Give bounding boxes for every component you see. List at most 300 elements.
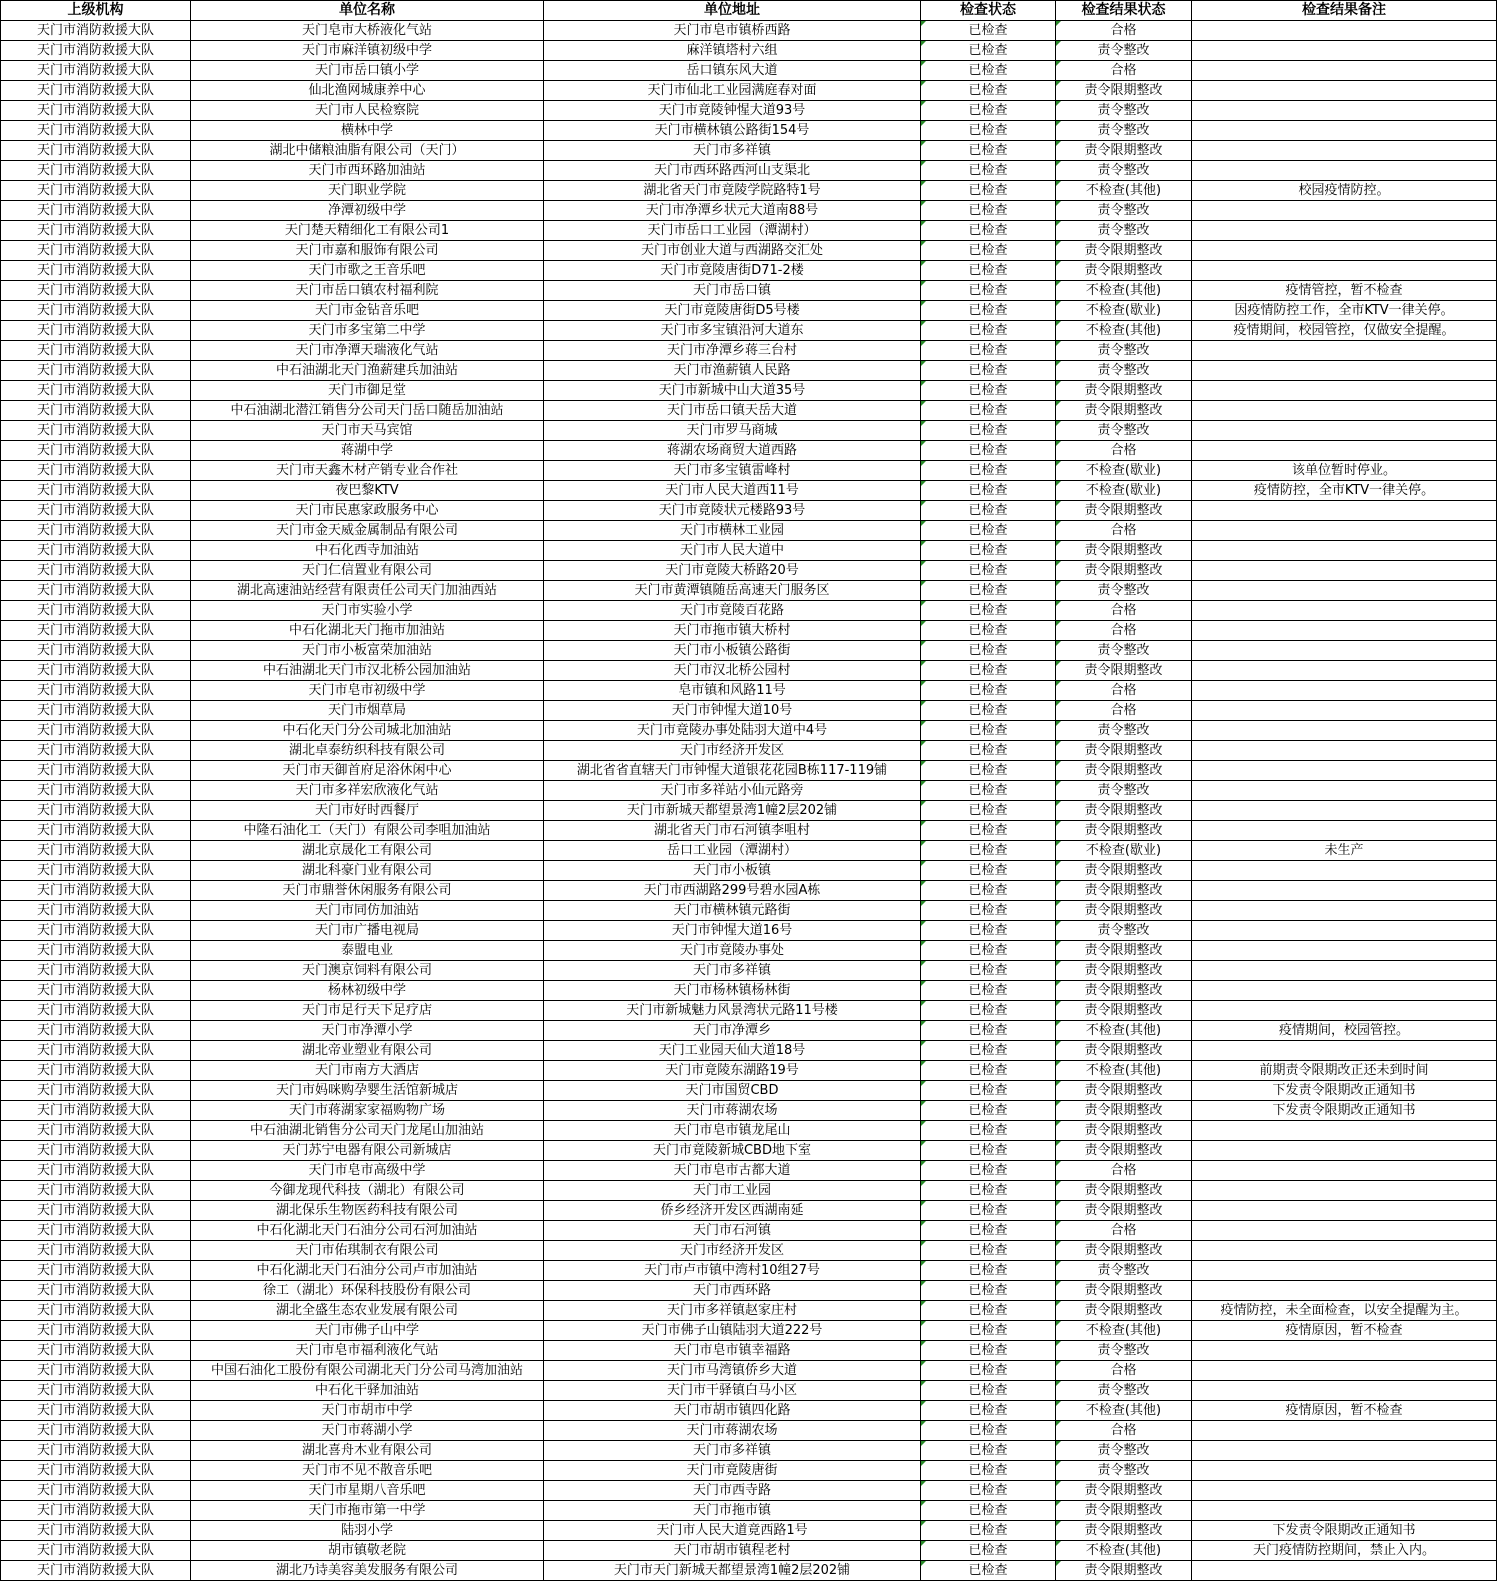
cell-unit-name: 天门市不见不散音乐吧 bbox=[191, 1461, 544, 1481]
cell-parent-org: 天门市消防救援大队 bbox=[1, 1301, 191, 1321]
cell-parent-org: 天门市消防救援大队 bbox=[1, 981, 191, 1001]
cell-result-remark bbox=[1192, 401, 1497, 421]
cell-parent-org: 天门市消防救援大队 bbox=[1, 1341, 191, 1361]
cell-result-remark bbox=[1192, 961, 1497, 981]
table-row bbox=[1, 521, 1497, 541]
cell-result-remark bbox=[1192, 241, 1497, 261]
cell-result-status: 合格 bbox=[1056, 441, 1192, 461]
cell-result-status: 责令限期整改 bbox=[1056, 401, 1192, 421]
cell-result-status: 责令限期整改 bbox=[1056, 941, 1192, 961]
cell-unit-address: 天门市拖市镇大桥村 bbox=[544, 621, 921, 641]
table-row bbox=[1, 721, 1497, 741]
cell-check-status: 已检查 bbox=[921, 1501, 1056, 1521]
cell-unit-name: 天门市蒋湖小学 bbox=[191, 1421, 544, 1441]
cell-parent-org: 天门市消防救援大队 bbox=[1, 961, 191, 981]
header-result-remark: 检查结果备注 bbox=[1192, 1, 1497, 21]
cell-unit-name: 湖北中储粮油脂有限公司（天门） bbox=[191, 141, 544, 161]
cell-result-remark bbox=[1192, 581, 1497, 601]
table-row bbox=[1, 161, 1497, 181]
cell-unit-address: 天门市净潭乡 bbox=[544, 1021, 921, 1041]
table-row bbox=[1, 321, 1497, 341]
cell-unit-address: 天门市胡市镇程老村 bbox=[544, 1541, 921, 1561]
cell-unit-name: 天门市民惠家政服务中心 bbox=[191, 501, 544, 521]
cell-result-status: 责令限期整改 bbox=[1056, 1241, 1192, 1261]
cell-result-status: 责令整改 bbox=[1056, 161, 1192, 181]
cell-parent-org: 天门市消防救援大队 bbox=[1, 1101, 191, 1121]
cell-result-remark bbox=[1192, 101, 1497, 121]
cell-parent-org: 天门市消防救援大队 bbox=[1, 1181, 191, 1201]
table-row bbox=[1, 421, 1497, 441]
cell-result-remark: 校园疫情防控。 bbox=[1192, 181, 1497, 201]
table-row bbox=[1, 1301, 1497, 1321]
cell-unit-name: 天门市佛子山中学 bbox=[191, 1321, 544, 1341]
cell-unit-name: 天门市鼎誉休闲服务有限公司 bbox=[191, 881, 544, 901]
cell-unit-address: 天门市多祥镇 bbox=[544, 141, 921, 161]
cell-unit-address: 天门市人民大道西11号 bbox=[544, 481, 921, 501]
cell-check-status: 已检查 bbox=[921, 861, 1056, 881]
cell-unit-name: 天门市西环路加油站 bbox=[191, 161, 544, 181]
cell-result-status: 责令限期整改 bbox=[1056, 1001, 1192, 1021]
cell-result-status: 责令限期整改 bbox=[1056, 821, 1192, 841]
table-row bbox=[1, 641, 1497, 661]
cell-result-status: 责令限期整改 bbox=[1056, 761, 1192, 781]
cell-check-status: 已检查 bbox=[921, 1441, 1056, 1461]
cell-unit-name: 天门市广播电视局 bbox=[191, 921, 544, 941]
cell-parent-org: 天门市消防救援大队 bbox=[1, 661, 191, 681]
table-row bbox=[1, 861, 1497, 881]
table-row bbox=[1, 101, 1497, 121]
cell-parent-org: 天门市消防救援大队 bbox=[1, 761, 191, 781]
cell-result-remark bbox=[1192, 341, 1497, 361]
cell-parent-org: 天门市消防救援大队 bbox=[1, 741, 191, 761]
cell-parent-org: 天门市消防救援大队 bbox=[1, 1381, 191, 1401]
cell-result-remark bbox=[1192, 121, 1497, 141]
cell-result-remark bbox=[1192, 1141, 1497, 1161]
cell-check-status: 已检查 bbox=[921, 661, 1056, 681]
cell-unit-address: 岳口镇东风大道 bbox=[544, 61, 921, 81]
cell-result-status: 合格 bbox=[1056, 21, 1192, 41]
cell-parent-org: 天门市消防救援大队 bbox=[1, 341, 191, 361]
cell-parent-org: 天门市消防救援大队 bbox=[1, 1481, 191, 1501]
cell-check-status: 已检查 bbox=[921, 1281, 1056, 1301]
cell-result-status: 责令整改 bbox=[1056, 921, 1192, 941]
cell-unit-name: 泰盟电业 bbox=[191, 941, 544, 961]
cell-check-status: 已检查 bbox=[921, 461, 1056, 481]
cell-unit-name: 天门市实验小学 bbox=[191, 601, 544, 621]
cell-unit-name: 天门市胡市中学 bbox=[191, 1401, 544, 1421]
table-row bbox=[1, 1481, 1497, 1501]
cell-result-remark bbox=[1192, 1221, 1497, 1241]
cell-parent-org: 天门市消防救援大队 bbox=[1, 1201, 191, 1221]
cell-parent-org: 天门市消防救援大队 bbox=[1, 841, 191, 861]
cell-result-status: 责令限期整改 bbox=[1056, 1201, 1192, 1221]
cell-check-status: 已检查 bbox=[921, 1341, 1056, 1361]
table-row bbox=[1, 741, 1497, 761]
cell-parent-org: 天门市消防救援大队 bbox=[1, 521, 191, 541]
cell-check-status: 已检查 bbox=[921, 521, 1056, 541]
cell-unit-address: 天门市竟陵百花路 bbox=[544, 601, 921, 621]
cell-unit-name: 天门市嘉和服饰有限公司 bbox=[191, 241, 544, 261]
cell-unit-address: 天门市竟陵唐街D71-2楼 bbox=[544, 261, 921, 281]
cell-unit-address: 天门市佛子山镇陆羽大道222号 bbox=[544, 1321, 921, 1341]
table-row bbox=[1, 21, 1497, 41]
cell-result-status: 责令整改 bbox=[1056, 1461, 1192, 1481]
cell-result-status: 责令整改 bbox=[1056, 641, 1192, 661]
cell-parent-org: 天门市消防救援大队 bbox=[1, 821, 191, 841]
cell-result-remark bbox=[1192, 381, 1497, 401]
cell-unit-address: 天门市蒋湖农场 bbox=[544, 1101, 921, 1121]
cell-parent-org: 天门市消防救援大队 bbox=[1, 1461, 191, 1481]
cell-check-status: 已检查 bbox=[921, 1221, 1056, 1241]
cell-result-status: 不检查(其他) bbox=[1056, 1401, 1192, 1421]
cell-parent-org: 天门市消防救援大队 bbox=[1, 21, 191, 41]
cell-result-remark bbox=[1192, 701, 1497, 721]
cell-result-status: 责令整改 bbox=[1056, 201, 1192, 221]
cell-unit-address: 天门市皂市镇幸福路 bbox=[544, 1341, 921, 1361]
cell-result-remark bbox=[1192, 1241, 1497, 1261]
cell-result-remark bbox=[1192, 261, 1497, 281]
cell-check-status: 已检查 bbox=[921, 1021, 1056, 1041]
table-row bbox=[1, 1241, 1497, 1261]
cell-result-status: 责令限期整改 bbox=[1056, 1101, 1192, 1121]
cell-check-status: 已检查 bbox=[921, 1121, 1056, 1141]
cell-result-remark bbox=[1192, 1161, 1497, 1181]
cell-check-status: 已检查 bbox=[921, 1421, 1056, 1441]
cell-result-remark: 疫情防控，全市KTV一律关停。 bbox=[1192, 481, 1497, 501]
cell-check-status: 已检查 bbox=[921, 1481, 1056, 1501]
cell-unit-name: 湖北高速油站经营有限责任公司天门加油西站 bbox=[191, 581, 544, 601]
cell-result-remark bbox=[1192, 81, 1497, 101]
cell-result-status: 合格 bbox=[1056, 1221, 1192, 1241]
cell-result-remark bbox=[1192, 781, 1497, 801]
table-row bbox=[1, 781, 1497, 801]
cell-unit-address: 天门市小板镇 bbox=[544, 861, 921, 881]
table-row bbox=[1, 1381, 1497, 1401]
cell-result-status: 责令限期整改 bbox=[1056, 1521, 1192, 1541]
table-row bbox=[1, 1041, 1497, 1061]
cell-result-status: 责令限期整改 bbox=[1056, 241, 1192, 261]
cell-check-status: 已检查 bbox=[921, 1301, 1056, 1321]
table-row bbox=[1, 401, 1497, 421]
cell-parent-org: 天门市消防救援大队 bbox=[1, 1121, 191, 1141]
cell-result-status: 责令限期整改 bbox=[1056, 1281, 1192, 1301]
table-row bbox=[1, 301, 1497, 321]
cell-result-remark bbox=[1192, 221, 1497, 241]
cell-parent-org: 天门市消防救援大队 bbox=[1, 1561, 191, 1581]
cell-result-status: 责令整改 bbox=[1056, 221, 1192, 241]
cell-check-status: 已检查 bbox=[921, 1261, 1056, 1281]
cell-check-status: 已检查 bbox=[921, 1381, 1056, 1401]
cell-parent-org: 天门市消防救援大队 bbox=[1, 1281, 191, 1301]
cell-result-status: 责令限期整改 bbox=[1056, 141, 1192, 161]
cell-check-status: 已检查 bbox=[921, 201, 1056, 221]
cell-unit-name: 天门苏宁电器有限公司新城店 bbox=[191, 1141, 544, 1161]
table-row bbox=[1, 441, 1497, 461]
cell-result-status: 责令限期整改 bbox=[1056, 561, 1192, 581]
cell-check-status: 已检查 bbox=[921, 921, 1056, 941]
cell-unit-name: 天门职业学院 bbox=[191, 181, 544, 201]
table-row bbox=[1, 841, 1497, 861]
cell-unit-name: 中石油湖北销售分公司天门龙尾山加油站 bbox=[191, 1121, 544, 1141]
cell-parent-org: 天门市消防救援大队 bbox=[1, 201, 191, 221]
cell-unit-address: 天门市黄潭镇随岳高速天门服务区 bbox=[544, 581, 921, 601]
table-row bbox=[1, 281, 1497, 301]
cell-unit-address: 天门市石河镇 bbox=[544, 1221, 921, 1241]
cell-result-status: 责令整改 bbox=[1056, 341, 1192, 361]
table-row bbox=[1, 981, 1497, 1001]
cell-unit-address: 天门市净潭乡蒋三台村 bbox=[544, 341, 921, 361]
cell-result-remark bbox=[1192, 1181, 1497, 1201]
cell-check-status: 已检查 bbox=[921, 901, 1056, 921]
table-row bbox=[1, 901, 1497, 921]
cell-check-status: 已检查 bbox=[921, 581, 1056, 601]
cell-parent-org: 天门市消防救援大队 bbox=[1, 1081, 191, 1101]
table-row bbox=[1, 1201, 1497, 1221]
cell-result-status: 不检查(其他) bbox=[1056, 1061, 1192, 1081]
cell-unit-address: 天门市岳口镇 bbox=[544, 281, 921, 301]
table-row bbox=[1, 221, 1497, 241]
cell-check-status: 已检查 bbox=[921, 1081, 1056, 1101]
cell-unit-name: 徐工（湖北）环保科技股份有限公司 bbox=[191, 1281, 544, 1301]
cell-unit-address: 天门市多宝镇沿河大道东 bbox=[544, 321, 921, 341]
cell-result-remark bbox=[1192, 921, 1497, 941]
cell-result-remark bbox=[1192, 561, 1497, 581]
cell-check-status: 已检查 bbox=[921, 1321, 1056, 1341]
cell-unit-name: 天门市同仿加油站 bbox=[191, 901, 544, 921]
cell-check-status: 已检查 bbox=[921, 101, 1056, 121]
cell-result-remark: 天门疫情防控期间，禁止入内。 bbox=[1192, 1541, 1497, 1561]
cell-parent-org: 天门市消防救援大队 bbox=[1, 161, 191, 181]
cell-unit-address: 天门市皂市古都大道 bbox=[544, 1161, 921, 1181]
cell-parent-org: 天门市消防救援大队 bbox=[1, 1041, 191, 1061]
table-row bbox=[1, 1221, 1497, 1241]
cell-parent-org: 天门市消防救援大队 bbox=[1, 41, 191, 61]
cell-unit-address: 天门市卢市镇中湾村10组27号 bbox=[544, 1261, 921, 1281]
table-row bbox=[1, 1421, 1497, 1441]
cell-unit-address: 岳口工业园（潭湖村） bbox=[544, 841, 921, 861]
cell-unit-name: 天门市星期八音乐吧 bbox=[191, 1481, 544, 1501]
table-row bbox=[1, 1261, 1497, 1281]
cell-check-status: 已检查 bbox=[921, 601, 1056, 621]
cell-result-remark bbox=[1192, 1501, 1497, 1521]
cell-result-status: 责令整改 bbox=[1056, 361, 1192, 381]
cell-unit-name: 天门市皂市初级中学 bbox=[191, 681, 544, 701]
cell-result-status: 责令整改 bbox=[1056, 121, 1192, 141]
cell-unit-address: 天门市干驿镇白马小区 bbox=[544, 1381, 921, 1401]
cell-parent-org: 天门市消防救援大队 bbox=[1, 1321, 191, 1341]
cell-unit-name: 中国石油化工股份有限公司湖北天门分公司马湾加油站 bbox=[191, 1361, 544, 1381]
cell-result-status: 责令限期整改 bbox=[1056, 381, 1192, 401]
cell-parent-org: 天门市消防救援大队 bbox=[1, 261, 191, 281]
cell-result-remark bbox=[1192, 1121, 1497, 1141]
cell-check-status: 已检查 bbox=[921, 281, 1056, 301]
table-row bbox=[1, 961, 1497, 981]
table-row bbox=[1, 681, 1497, 701]
table-row bbox=[1, 261, 1497, 281]
cell-check-status: 已检查 bbox=[921, 641, 1056, 661]
cell-parent-org: 天门市消防救援大队 bbox=[1, 1241, 191, 1261]
cell-parent-org: 天门市消防救援大队 bbox=[1, 781, 191, 801]
cell-unit-name: 天门市岳口镇小学 bbox=[191, 61, 544, 81]
cell-check-status: 已检查 bbox=[921, 701, 1056, 721]
cell-unit-address: 天门市竟陵办事处陆羽大道中4号 bbox=[544, 721, 921, 741]
cell-result-status: 责令限期整改 bbox=[1056, 541, 1192, 561]
cell-check-status: 已检查 bbox=[921, 421, 1056, 441]
cell-result-status: 责令限期整改 bbox=[1056, 1041, 1192, 1061]
cell-parent-org: 天门市消防救援大队 bbox=[1, 1221, 191, 1241]
cell-parent-org: 天门市消防救援大队 bbox=[1, 701, 191, 721]
cell-check-status: 已检查 bbox=[921, 1361, 1056, 1381]
cell-unit-name: 蒋湖中学 bbox=[191, 441, 544, 461]
cell-unit-address: 天门市竟陵办事处 bbox=[544, 941, 921, 961]
cell-unit-name: 湖北保乐生物医药科技有限公司 bbox=[191, 1201, 544, 1221]
cell-result-remark: 因疫情防控工作，全市KTV一律关停。 bbox=[1192, 301, 1497, 321]
cell-unit-name: 天门市南方大酒店 bbox=[191, 1061, 544, 1081]
cell-result-status: 责令整改 bbox=[1056, 421, 1192, 441]
table-row bbox=[1, 341, 1497, 361]
cell-unit-name: 今御龙现代科技（湖北）有限公司 bbox=[191, 1181, 544, 1201]
cell-result-status: 合格 bbox=[1056, 701, 1192, 721]
cell-unit-address: 天门市横林镇公路街154号 bbox=[544, 121, 921, 141]
cell-check-status: 已检查 bbox=[921, 161, 1056, 181]
cell-unit-name: 天门市金钻音乐吧 bbox=[191, 301, 544, 321]
cell-result-status: 责令限期整改 bbox=[1056, 1501, 1192, 1521]
cell-unit-address: 天门市多祥镇 bbox=[544, 1441, 921, 1461]
table-row bbox=[1, 1341, 1497, 1361]
cell-parent-org: 天门市消防救援大队 bbox=[1, 461, 191, 481]
cell-result-remark bbox=[1192, 1421, 1497, 1441]
cell-check-status: 已检查 bbox=[921, 1401, 1056, 1421]
cell-unit-address: 天门市罗马商城 bbox=[544, 421, 921, 441]
cell-unit-name: 湖北京晟化工有限公司 bbox=[191, 841, 544, 861]
cell-unit-name: 湖北喜舟木业有限公司 bbox=[191, 1441, 544, 1461]
cell-parent-org: 天门市消防救援大队 bbox=[1, 241, 191, 261]
cell-check-status: 已检查 bbox=[921, 1461, 1056, 1481]
header-result-status: 检查结果状态 bbox=[1056, 1, 1192, 21]
cell-unit-name: 净潭初级中学 bbox=[191, 201, 544, 221]
cell-unit-address: 天门市新城中山大道35号 bbox=[544, 381, 921, 401]
cell-result-remark bbox=[1192, 21, 1497, 41]
cell-unit-address: 天门市净潭乡状元大道南88号 bbox=[544, 201, 921, 221]
cell-check-status: 已检查 bbox=[921, 821, 1056, 841]
cell-parent-org: 天门市消防救援大队 bbox=[1, 1061, 191, 1081]
cell-result-status: 责令限期整改 bbox=[1056, 861, 1192, 881]
cell-result-remark bbox=[1192, 1381, 1497, 1401]
cell-unit-name: 中石油湖北天门市汉北桥公园加油站 bbox=[191, 661, 544, 681]
cell-result-remark bbox=[1192, 801, 1497, 821]
table-row bbox=[1, 461, 1497, 481]
cell-unit-name: 天门市足行天下足疗店 bbox=[191, 1001, 544, 1021]
cell-parent-org: 天门市消防救援大队 bbox=[1, 401, 191, 421]
cell-parent-org: 天门市消防救援大队 bbox=[1, 361, 191, 381]
cell-unit-address: 湖北省天门市石河镇李咀村 bbox=[544, 821, 921, 841]
cell-result-status: 责令限期整改 bbox=[1056, 741, 1192, 761]
cell-unit-name: 中隆石油化工（天门）有限公司李咀加油站 bbox=[191, 821, 544, 841]
cell-check-status: 已检查 bbox=[921, 61, 1056, 81]
table-row bbox=[1, 81, 1497, 101]
cell-parent-org: 天门市消防救援大队 bbox=[1, 901, 191, 921]
cell-unit-address: 天门市西寺路 bbox=[544, 1481, 921, 1501]
table-row bbox=[1, 41, 1497, 61]
cell-result-remark: 下发责令限期改正通知书 bbox=[1192, 1101, 1497, 1121]
cell-result-remark: 疫情期间，校园管控，仅做安全提醒。 bbox=[1192, 321, 1497, 341]
cell-unit-address: 天门工业园天仙大道18号 bbox=[544, 1041, 921, 1061]
table-body bbox=[1, 21, 1497, 1581]
table-row bbox=[1, 381, 1497, 401]
cell-parent-org: 天门市消防救援大队 bbox=[1, 561, 191, 581]
cell-unit-name: 胡市镇敬老院 bbox=[191, 1541, 544, 1561]
cell-unit-name: 天门市多祥宏欣液化气站 bbox=[191, 781, 544, 801]
cell-unit-name: 天门市麻洋镇初级中学 bbox=[191, 41, 544, 61]
cell-result-remark bbox=[1192, 521, 1497, 541]
cell-result-status: 责令限期整改 bbox=[1056, 661, 1192, 681]
cell-parent-org: 天门市消防救援大队 bbox=[1, 1021, 191, 1041]
cell-result-status: 责令整改 bbox=[1056, 101, 1192, 121]
table-row bbox=[1, 201, 1497, 221]
header-row bbox=[1, 1, 1497, 21]
cell-parent-org: 天门市消防救援大队 bbox=[1, 1361, 191, 1381]
cell-parent-org: 天门市消防救援大队 bbox=[1, 601, 191, 621]
cell-parent-org: 天门市消防救援大队 bbox=[1, 1141, 191, 1161]
cell-unit-name: 湖北乃诗美容美发服务有限公司 bbox=[191, 1561, 544, 1581]
cell-unit-name: 中石油湖北潜江销售分公司天门岳口随岳加油站 bbox=[191, 401, 544, 421]
cell-unit-name: 杨林初级中学 bbox=[191, 981, 544, 1001]
cell-result-status: 责令整改 bbox=[1056, 41, 1192, 61]
cell-unit-name: 天门市御足堂 bbox=[191, 381, 544, 401]
cell-result-remark bbox=[1192, 1041, 1497, 1061]
cell-unit-address: 天门市经济开发区 bbox=[544, 1241, 921, 1261]
table-row bbox=[1, 1061, 1497, 1081]
table-row bbox=[1, 1161, 1497, 1181]
table-row bbox=[1, 881, 1497, 901]
cell-parent-org: 天门市消防救援大队 bbox=[1, 1421, 191, 1441]
cell-result-status: 责令限期整改 bbox=[1056, 1081, 1192, 1101]
cell-unit-address: 天门市岳口工业园（潭湖村） bbox=[544, 221, 921, 241]
cell-check-status: 已检查 bbox=[921, 341, 1056, 361]
cell-result-remark: 下发责令限期改正通知书 bbox=[1192, 1521, 1497, 1541]
cell-unit-name: 仙北渔网城康养中心 bbox=[191, 81, 544, 101]
cell-result-remark bbox=[1192, 161, 1497, 181]
cell-result-status: 责令限期整改 bbox=[1056, 1301, 1192, 1321]
cell-unit-address: 天门市多祥镇赵家庄村 bbox=[544, 1301, 921, 1321]
cell-result-remark bbox=[1192, 941, 1497, 961]
cell-unit-address: 天门市竟陵新城CBD地下室 bbox=[544, 1141, 921, 1161]
cell-parent-org: 天门市消防救援大队 bbox=[1, 321, 191, 341]
cell-unit-name: 天门市岳口镇农村福利院 bbox=[191, 281, 544, 301]
cell-check-status: 已检查 bbox=[921, 441, 1056, 461]
cell-parent-org: 天门市消防救援大队 bbox=[1, 541, 191, 561]
cell-result-remark bbox=[1192, 861, 1497, 881]
cell-parent-org: 天门市消防救援大队 bbox=[1, 61, 191, 81]
cell-result-remark bbox=[1192, 1281, 1497, 1301]
cell-unit-address: 天门市仙北工业园满庭春对面 bbox=[544, 81, 921, 101]
cell-unit-name: 中石化湖北天门石油分公司卢市加油站 bbox=[191, 1261, 544, 1281]
table-row bbox=[1, 1501, 1497, 1521]
cell-result-remark bbox=[1192, 721, 1497, 741]
table-row bbox=[1, 761, 1497, 781]
cell-result-remark bbox=[1192, 61, 1497, 81]
header-unit-address: 单位地址 bbox=[544, 1, 921, 21]
cell-result-status: 不检查(歇业) bbox=[1056, 301, 1192, 321]
header-check-status: 检查状态 bbox=[921, 1, 1056, 21]
cell-check-status: 已检查 bbox=[921, 261, 1056, 281]
table-row bbox=[1, 1121, 1497, 1141]
table-row bbox=[1, 241, 1497, 261]
cell-result-status: 责令限期整改 bbox=[1056, 801, 1192, 821]
cell-parent-org: 天门市消防救援大队 bbox=[1, 921, 191, 941]
table-row bbox=[1, 1101, 1497, 1121]
cell-check-status: 已检查 bbox=[921, 1041, 1056, 1061]
